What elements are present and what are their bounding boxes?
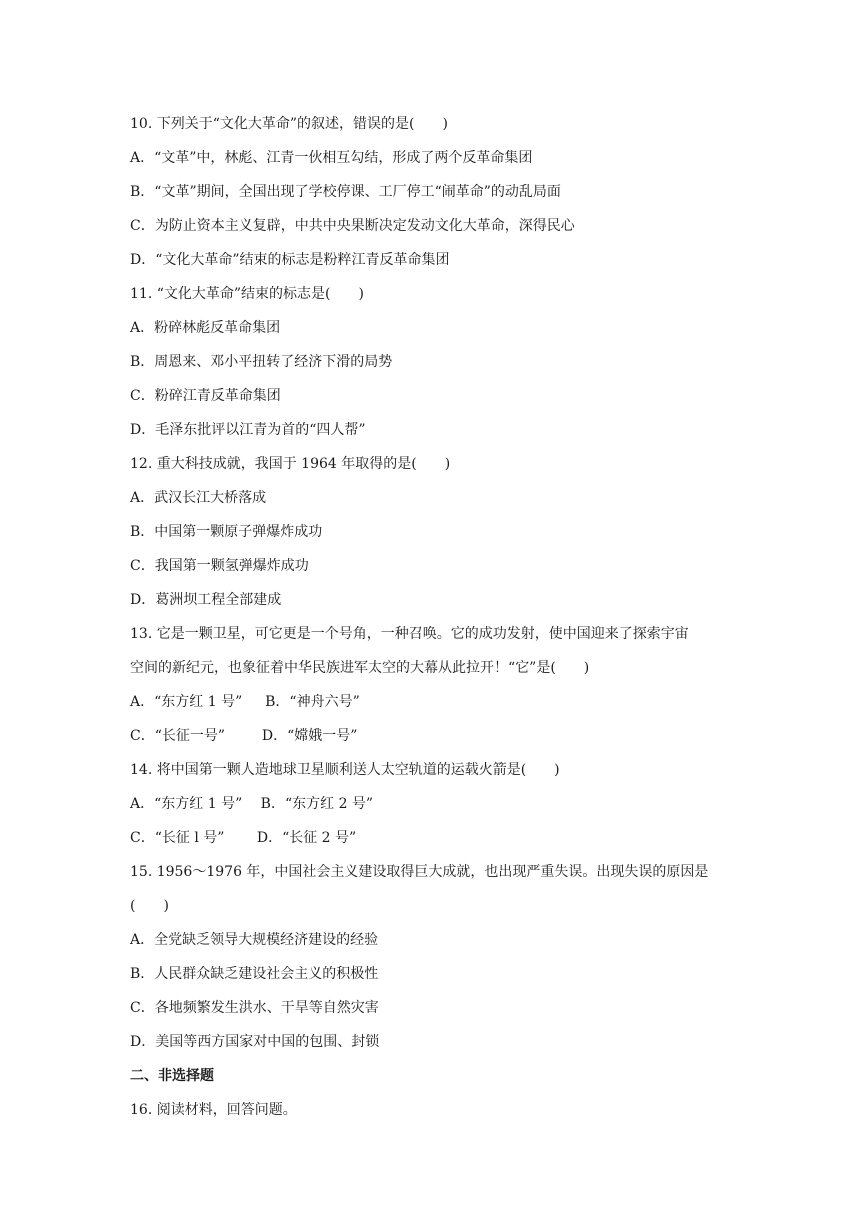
- question-12-option-d: D．葛洲坝工程全部建成: [130, 592, 282, 608]
- question-12-stem: 12. 重大科技成就，我国于 1964 年取得的是( ): [130, 456, 451, 472]
- question-16-stem: 16. 阅读材料，回答问题。: [130, 1102, 297, 1118]
- question-12-option-c: C．我国第一颗氢弹爆炸成功: [130, 558, 309, 574]
- question-12-option-b: B．中国第一颗原子弹爆炸成功: [130, 524, 323, 540]
- question-10-option-b: B．“文革”期间，全国出现了学校停课、工厂停工“闹革命”的动乱局面: [130, 184, 561, 200]
- question-15-option-a: A．全党缺乏领导大规模经济建设的经验: [130, 932, 379, 948]
- question-11-option-c: C．粉碎江青反革命集团: [130, 388, 281, 404]
- section-title: 二、非选择题: [130, 1068, 214, 1084]
- question-15-stem-line-2: ( ): [130, 898, 169, 914]
- question-10-stem: 10. 下列关于“文化大革命”的叙述，错误的是( ): [130, 116, 448, 132]
- question-11-stem: 11. “文化大革命”结束的标志是( ): [130, 286, 364, 302]
- question-14-stem: 14. 将中国第一颗人造地球卫星顺利送人太空轨道的运载火箭是( ): [130, 762, 560, 778]
- question-10-option-d: D．“文化大革命”结束的标志是粉粹江青反革命集团: [130, 252, 450, 268]
- question-13-stem-line-2: 空间的新纪元，也象征着中华民族进军太空的大幕从此拉开！“它”是( ): [130, 660, 590, 676]
- question-15-option-b: B．人民群众缺乏建设社会主义的积极性: [130, 966, 379, 982]
- question-11-option-d: D．毛泽东批评以江青为首的“四人帮”: [130, 422, 366, 438]
- question-13-options-cd: C．“长征一号” D．“嫦娥一号”: [130, 728, 358, 744]
- question-15-stem-line-1: 15. 1956～1976 年，中国社会主义建设取得巨大成就，也出现严重失误。出现失误的原因是: [130, 864, 709, 880]
- question-13-options-ab: A．“东方红 1 号” B．“神舟六号”: [130, 694, 360, 710]
- document-page: [130, 107, 740, 1127]
- question-10-option-c: C．为防止资本主义复辟，中共中央果断决定发动文化大革命，深得民心: [130, 218, 575, 234]
- question-13-stem-line-1: 13. 它是一颗卫星，可它更是一个号角，一种召唤。它的成功发射，使中国迎来了探索宇宙: [130, 626, 689, 642]
- question-15-option-c: C．各地频繁发生洪水、干旱等自然灾害: [130, 1000, 379, 1016]
- question-14-options-ab: A．“东方红 1 号” B．“东方红 2 号”: [130, 796, 374, 812]
- question-14-options-cd: C．“长征 l 号” D．“长征 2 号”: [130, 830, 357, 846]
- question-10-option-a: A．“文革”中，林彪、江青一伙相互勾结，形成了两个反革命集团: [130, 150, 533, 166]
- question-15-option-d: D．美国等西方国家对中国的包围、封锁: [130, 1034, 380, 1050]
- question-11-option-a: A．粉碎林彪反革命集团: [130, 320, 281, 336]
- question-11-option-b: B．周恩来、邓小平扭转了经济下滑的局势: [130, 354, 393, 370]
- question-12-option-a: A．武汉长江大桥落成: [130, 490, 267, 506]
